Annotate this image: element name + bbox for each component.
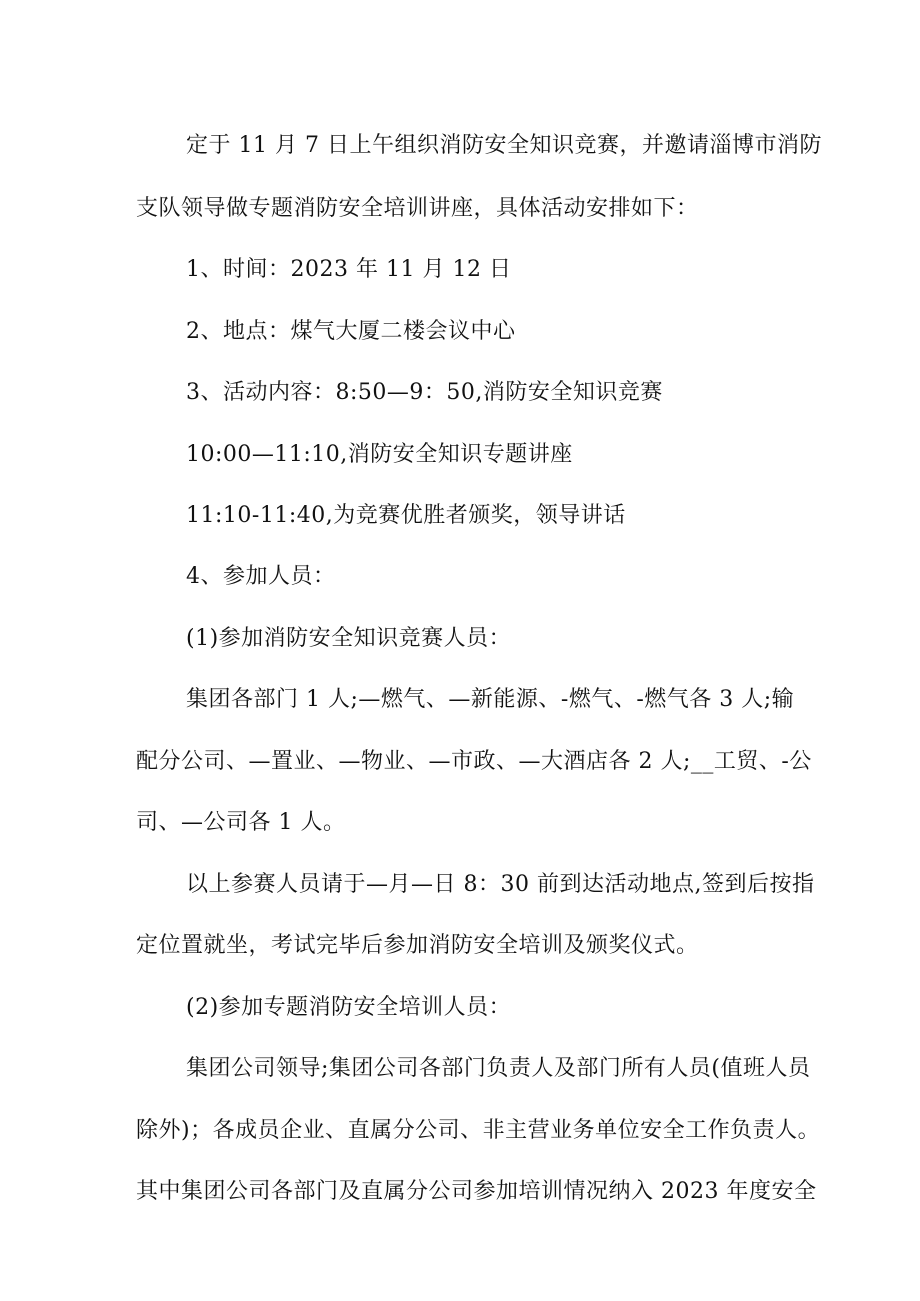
training-participants-line-1: 集团公司领导;集团公司各部门负责人及部门所有人员(值班人员 [186, 1056, 811, 1081]
paragraph-line-2: 支队领导做专题消防安全培训讲座，具体活动安排如下： [136, 196, 699, 221]
competition-participants-heading: (1)参加消防安全知识竞赛人员： [186, 626, 512, 651]
paragraph-line-1: 定于 11 月 7 日上午组织消防安全知识竞赛，并邀请淄博市消防 [186, 133, 822, 158]
competition-participants-line-2: 配分公司、—置业、—物业、—市政、—大酒店各 2 人;__工贸、-公 [136, 749, 812, 774]
participants-heading: 4、参加人员： [186, 564, 336, 589]
competition-participants-line-1: 集团各部门 1 人;—燃气、—新能源、-燃气、-燃气各 3 人;输 [186, 687, 795, 712]
schedule-location-item: 2、地点：煤气大厦二楼会议中心 [186, 319, 516, 344]
arrival-instructions-line-2: 定位置就坐，考试完毕后参加消防安全培训及颁奖仪式。 [136, 933, 699, 958]
training-participants-line-3: 其中集团公司各部门及直属分公司参加培训情况纳入 2023 年度安全 [136, 1179, 817, 1204]
arrival-instructions-line-1: 以上参赛人员请于—月—日 8：30 前到达活动地点,签到后按指 [186, 872, 815, 897]
competition-participants-line-3: 司、—公司各 1 人。 [136, 810, 346, 835]
schedule-time-item: 1、时间：2023 年 11 月 12 日 [186, 257, 512, 282]
schedule-award-item: 11:10-11:40,为竞赛优胜者颁奖，领导讲话 [186, 503, 626, 528]
training-participants-heading: (2)参加专题消防安全培训人员： [186, 995, 512, 1020]
training-participants-line-2: 除外)；各成员企业、直属分公司、非主营业务单位安全工作负责人。 [136, 1118, 821, 1143]
schedule-content-item: 3、活动内容：8:50—9：50,消防安全知识竞赛 [186, 380, 663, 405]
schedule-lecture-item: 10:00—11:10,消防安全知识专题讲座 [186, 442, 573, 467]
